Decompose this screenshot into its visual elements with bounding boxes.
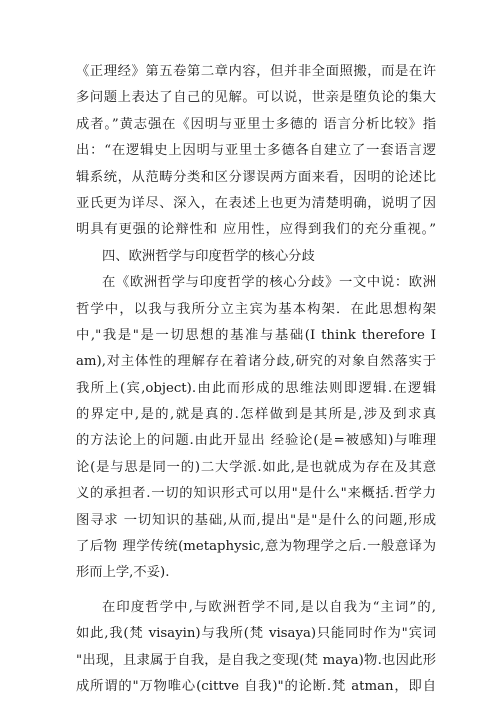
text-line: 如此,我(梵 visayin)与我所(梵 visaya)只能同时作为"宾词: [76, 626, 436, 641]
text-line: 的方法论上的问题.由此开显出 经验论(是=被感知)与唯理: [76, 433, 436, 448]
text-line: 论(是与思是同一的)二大学派.如此,是也就成为存在及其意: [76, 460, 436, 475]
text-line: 亚氏更为详尽、深入，在表述上也更为清楚明确，说明了因: [76, 196, 436, 211]
text-line: 我所上(宾,object).由此而形成的思维法则即逻辑.在逻辑: [76, 381, 436, 396]
text-line: 哲学中，以我与我所分立主宾为基本构架．在此思想构架: [76, 302, 436, 317]
text-line: "出现，且隶属于自我，是自我之变现(梵 maya)物.也因此形: [76, 653, 436, 668]
text-line: 的界定中,是的,就是真的.怎样做到是其所是,涉及到求真: [76, 407, 436, 422]
text-line: 中,"我是"是一切思想的基准与基础(I think therefore I: [76, 328, 436, 343]
text-line: 明具有更强的论辩性和 应用性，应得到我们的充分重视。”: [76, 222, 436, 237]
text-line: 出：“在逻辑史上因明与亚里士多德各自建立了一套语言逻: [76, 143, 436, 158]
section-heading: 四、欧洲哲学与印度哲学的核心分歧: [102, 249, 315, 264]
text-line: 了后物 理学传统(metaphysic,意为物理学之后.一般意译为: [76, 539, 436, 554]
text-line: 《正理经》第五卷第二章内容，但并非全面照搬，而是在许: [76, 64, 436, 79]
text-line: 辑系统，从范畴分类和区分谬误两方面来看，因明的论述比: [76, 170, 436, 185]
text-line: 成者。”黄志强在《因明与亚里士多德的 语言分析比较》指: [76, 117, 436, 132]
text-line: am),对主体性的理解存在着诸分歧,研究的对象自然落实于: [76, 354, 436, 369]
text-line: 成所谓的"万物唯心(cittve 自我)"的论断.梵 atman，即自: [76, 679, 436, 694]
text-line: 多问题上表达了自己的见解。可以说，世亲是堕负论的集大: [76, 90, 436, 105]
text-line: 在印度哲学中,与欧洲哲学不同,是以自我为“主词”的,: [102, 600, 436, 615]
text-line: 形而上学,不妥).: [76, 565, 170, 580]
text-line: 图寻求 一切知识的基础,从而,提出"是"是什么的问题,形成: [76, 513, 436, 528]
text-line: 义的承担者.一切的知识形式可以用"是什么"来概括.哲学力: [76, 486, 436, 501]
text-line: 在《欧洲哲学与印度哲学的核心分歧》一文中说：欧洲: [102, 275, 436, 290]
